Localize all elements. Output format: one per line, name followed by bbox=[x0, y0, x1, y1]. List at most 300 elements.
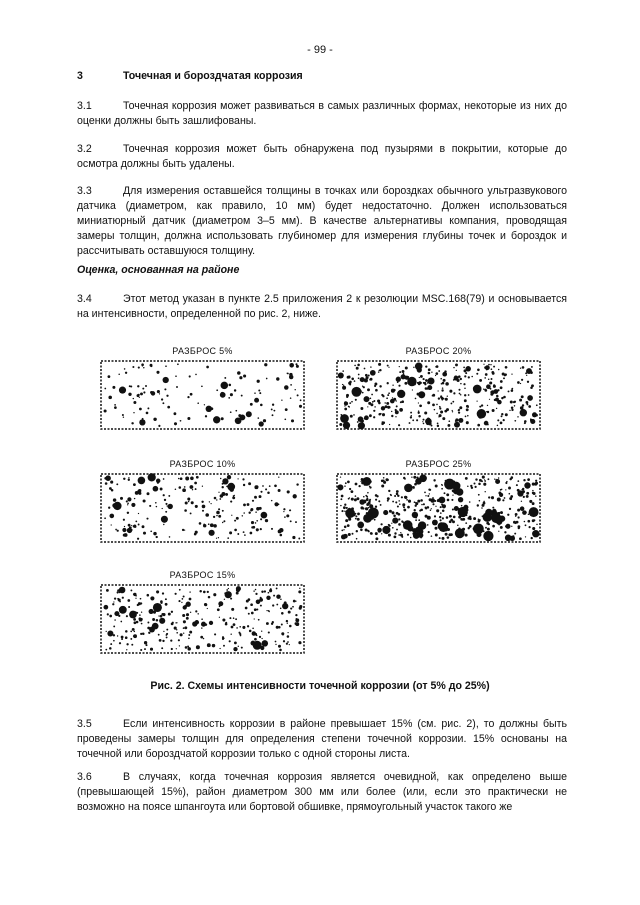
pit-dot bbox=[374, 406, 376, 408]
pit-dot bbox=[218, 508, 220, 510]
pit-dot bbox=[365, 529, 368, 532]
paragraph-3-4 bbox=[77, 292, 567, 322]
pit-dot bbox=[532, 519, 535, 522]
pit-dot bbox=[367, 498, 368, 499]
pit-dot bbox=[266, 596, 270, 600]
pit-dot bbox=[109, 647, 112, 650]
pit-dot bbox=[378, 363, 381, 366]
pit-dot bbox=[139, 617, 142, 620]
pit-dot bbox=[223, 638, 224, 639]
pit-dot bbox=[250, 603, 253, 606]
pit-dot bbox=[204, 603, 207, 606]
pit-dot bbox=[158, 425, 160, 427]
pit-dot bbox=[503, 377, 505, 379]
pit-dot bbox=[226, 486, 228, 488]
pit-dot bbox=[148, 632, 150, 634]
pit-dot bbox=[419, 368, 420, 369]
page-number: - 99 - bbox=[307, 44, 333, 56]
pit-dot bbox=[458, 497, 463, 502]
pit-dot bbox=[178, 639, 180, 641]
pit-dot bbox=[124, 368, 126, 370]
pit-dot bbox=[284, 418, 286, 420]
pitting-panel-25 bbox=[336, 459, 541, 543]
pit-dot bbox=[436, 509, 439, 512]
pit-dot bbox=[441, 389, 443, 391]
pit-dot bbox=[213, 516, 215, 518]
pit-dot bbox=[454, 422, 460, 428]
pit-dot bbox=[140, 392, 143, 395]
pit-dot bbox=[529, 526, 531, 528]
pit-dot bbox=[242, 478, 244, 480]
pit-dot bbox=[450, 402, 452, 404]
pit-dot bbox=[487, 411, 489, 413]
paragraph-text: Точечная коррозия может развиваться в самых различных формах, некоторые из них до оценки должны быть зашлифованы. bbox=[77, 100, 567, 127]
pit-dot bbox=[205, 415, 207, 417]
pit-dot bbox=[146, 518, 148, 520]
pit-dot bbox=[260, 491, 262, 493]
pit-dot bbox=[201, 627, 202, 628]
pit-dot bbox=[192, 489, 193, 490]
pit-dot bbox=[360, 377, 365, 382]
pit-dot bbox=[162, 592, 164, 594]
pit-dot bbox=[213, 593, 216, 596]
pit-dot bbox=[281, 400, 282, 401]
pit-dot bbox=[503, 419, 505, 421]
pit-dot bbox=[207, 608, 208, 609]
pit-dot bbox=[195, 374, 197, 376]
pit-dot bbox=[398, 534, 400, 536]
pit-dot bbox=[145, 385, 147, 387]
pit-dot bbox=[520, 506, 525, 511]
pit-dot bbox=[418, 402, 419, 403]
pit-dot bbox=[143, 391, 145, 393]
pit-dot bbox=[370, 403, 373, 406]
pit-dot bbox=[340, 476, 341, 477]
pit-dot bbox=[209, 501, 210, 502]
pit-dot bbox=[442, 387, 444, 389]
pit-dot bbox=[134, 631, 136, 633]
pit-dot bbox=[516, 484, 518, 486]
pit-dot bbox=[164, 499, 166, 501]
pit-dot bbox=[396, 405, 398, 407]
paragraph-number: 3.3 bbox=[77, 185, 92, 197]
pit-dot bbox=[412, 486, 415, 489]
pit-dot bbox=[357, 518, 360, 521]
paragraph-number: 3.6 bbox=[77, 771, 92, 783]
pit-dot bbox=[520, 406, 524, 410]
pit-dot bbox=[469, 517, 472, 520]
pit-dot bbox=[126, 500, 128, 502]
pit-dot bbox=[456, 508, 457, 509]
pit-dot bbox=[501, 413, 503, 415]
pit-dot bbox=[522, 404, 524, 406]
pit-dot bbox=[476, 400, 477, 401]
pit-dot bbox=[419, 474, 427, 482]
pit-dot bbox=[355, 518, 357, 520]
pit-dot bbox=[455, 420, 457, 422]
pit-dot bbox=[248, 482, 251, 485]
pit-dot bbox=[398, 385, 400, 387]
pit-dot bbox=[209, 530, 215, 536]
pit-dot bbox=[495, 479, 496, 480]
pit-dot bbox=[289, 509, 291, 511]
pit-dot bbox=[125, 636, 128, 639]
pit-dot bbox=[415, 516, 417, 518]
pit-dot bbox=[237, 478, 238, 479]
pit-dot bbox=[388, 524, 390, 526]
pit-dot bbox=[342, 370, 344, 372]
pit-dot bbox=[196, 645, 200, 649]
paragraph-text: Если интенсивность коррозии в районе превышает 15% (см. рис. 2), то должны быть проведены замеры толщин для определения степени точечной коррозии. 15% основаны на точечной или бороздчатой коррозии только с одной стороны листа. bbox=[77, 718, 567, 760]
pit-dot bbox=[119, 642, 121, 644]
pit-dot bbox=[394, 495, 396, 497]
pit-dot bbox=[203, 638, 205, 640]
pit-dot bbox=[292, 606, 294, 608]
pit-dot bbox=[174, 627, 177, 630]
pit-dot bbox=[368, 507, 370, 509]
pit-dot bbox=[107, 630, 113, 636]
pit-dot bbox=[276, 604, 278, 606]
pit-dot bbox=[519, 537, 522, 540]
pit-dot bbox=[357, 421, 359, 423]
pit-dot bbox=[272, 604, 274, 606]
pit-dot bbox=[452, 401, 454, 403]
pit-dot bbox=[342, 386, 346, 390]
pit-dot bbox=[161, 647, 163, 649]
pit-dot bbox=[298, 538, 300, 540]
pit-dot bbox=[251, 521, 254, 524]
pit-dot bbox=[485, 491, 486, 492]
pit-dot bbox=[221, 417, 224, 420]
pit-dot bbox=[127, 528, 132, 533]
pit-dot bbox=[395, 501, 397, 503]
pit-dot bbox=[114, 619, 116, 621]
pit-dot bbox=[355, 515, 357, 517]
pit-dot bbox=[515, 513, 518, 516]
pit-dot bbox=[367, 492, 369, 494]
pit-dot bbox=[396, 377, 401, 382]
pit-dot bbox=[398, 424, 400, 426]
pit-dot bbox=[161, 398, 163, 400]
pit-dot bbox=[431, 425, 433, 427]
pit-dot bbox=[465, 477, 468, 480]
pit-dot bbox=[436, 413, 438, 415]
pit-dot bbox=[487, 424, 489, 426]
pit-dot bbox=[441, 488, 443, 490]
pit-dot bbox=[127, 599, 130, 602]
pit-dot bbox=[531, 366, 533, 368]
pit-dot bbox=[521, 395, 524, 398]
pitting-panel-10 bbox=[100, 459, 305, 543]
pit-dot bbox=[501, 415, 503, 417]
pit-dot bbox=[351, 498, 354, 501]
pit-dot bbox=[124, 526, 125, 527]
pit-dot bbox=[514, 420, 516, 422]
pit-dot bbox=[271, 408, 273, 410]
pit-dot bbox=[446, 516, 449, 519]
pit-dot bbox=[223, 520, 225, 522]
pit-dot bbox=[375, 537, 378, 540]
pit-dot bbox=[233, 617, 235, 619]
pit-dot bbox=[460, 378, 462, 380]
pit-dot bbox=[337, 484, 343, 490]
pit-dot bbox=[229, 531, 232, 534]
pit-dot bbox=[150, 648, 153, 651]
pit-dot bbox=[143, 367, 144, 368]
pit-dot bbox=[383, 510, 388, 515]
pit-dot bbox=[112, 503, 117, 508]
pit-dot bbox=[521, 379, 523, 381]
pit-dot bbox=[507, 536, 509, 538]
pit-dot bbox=[344, 504, 346, 506]
pit-dot bbox=[492, 507, 494, 509]
pit-dot bbox=[338, 373, 344, 379]
pit-dot bbox=[391, 523, 392, 524]
pit-dot bbox=[420, 375, 423, 378]
pit-dot bbox=[440, 395, 442, 397]
pit-dot bbox=[425, 379, 428, 382]
pit-dot bbox=[254, 618, 255, 619]
pit-dot bbox=[105, 649, 107, 651]
pit-dot bbox=[231, 515, 232, 516]
pit-dot bbox=[206, 366, 209, 369]
pit-dot bbox=[256, 608, 258, 610]
pit-dot bbox=[140, 598, 142, 600]
pit-dot bbox=[222, 522, 223, 523]
pit-dot bbox=[449, 390, 452, 393]
pit-dot bbox=[117, 589, 120, 592]
pit-dot bbox=[475, 486, 477, 488]
pit-dot bbox=[381, 484, 384, 487]
pit-dot bbox=[158, 615, 159, 616]
pit-dot bbox=[380, 523, 382, 525]
pit-dot bbox=[164, 388, 166, 390]
pit-dot bbox=[517, 416, 518, 417]
pit-dot bbox=[357, 522, 364, 529]
pit-dot bbox=[112, 386, 115, 389]
pit-dot bbox=[399, 503, 401, 505]
pit-dot bbox=[397, 505, 399, 507]
pit-dot bbox=[407, 506, 410, 509]
pit-dot bbox=[229, 640, 231, 642]
pit-dot bbox=[519, 399, 522, 402]
pit-dot bbox=[410, 416, 412, 418]
pit-dot bbox=[492, 525, 495, 528]
pit-dot bbox=[141, 363, 144, 366]
pit-dot bbox=[108, 507, 110, 509]
pit-dot bbox=[264, 590, 266, 592]
pit-dot bbox=[464, 369, 467, 372]
pit-dot bbox=[458, 418, 463, 423]
pit-dot bbox=[479, 479, 482, 482]
pit-dot bbox=[185, 646, 188, 649]
pit-dot bbox=[437, 423, 439, 425]
panel-label: РАЗБРОС 20% bbox=[405, 346, 472, 356]
pit-dot bbox=[349, 402, 351, 404]
pit-dot bbox=[166, 629, 168, 631]
pit-dot bbox=[532, 530, 539, 537]
pit-dot bbox=[120, 497, 123, 500]
pit-dot bbox=[235, 618, 237, 620]
pit-dot bbox=[467, 486, 469, 488]
pit-dot bbox=[259, 392, 261, 394]
pit-dot bbox=[453, 516, 456, 519]
pit-dot bbox=[233, 623, 236, 626]
pit-dot bbox=[365, 495, 367, 497]
pit-dot bbox=[387, 479, 389, 481]
pit-dot bbox=[409, 422, 411, 424]
pit-dot bbox=[397, 390, 405, 398]
pit-dot bbox=[504, 374, 506, 376]
pit-dot bbox=[247, 625, 249, 627]
pit-dot bbox=[428, 418, 430, 420]
pit-dot bbox=[427, 401, 430, 404]
pit-dot bbox=[129, 611, 137, 619]
pit-dot bbox=[362, 392, 364, 394]
pit-dot bbox=[378, 371, 379, 372]
pit-dot bbox=[236, 586, 241, 591]
pit-dot bbox=[388, 367, 389, 368]
pit-dot bbox=[162, 519, 164, 521]
pit-dot bbox=[442, 417, 445, 420]
pit-dot bbox=[488, 496, 490, 498]
pit-dot bbox=[500, 526, 503, 529]
pit-dot bbox=[517, 381, 520, 384]
pit-dot bbox=[119, 587, 126, 594]
pit-dot bbox=[380, 504, 382, 506]
pit-dot bbox=[197, 613, 198, 614]
pit-dot bbox=[345, 519, 348, 522]
pit-dot bbox=[403, 506, 405, 508]
pit-dot bbox=[473, 517, 476, 520]
pit-dot bbox=[407, 534, 409, 536]
pit-dot bbox=[387, 500, 389, 502]
pit-dot bbox=[287, 622, 288, 623]
pit-dot bbox=[141, 612, 142, 613]
pit-dot bbox=[114, 611, 119, 616]
pit-dot bbox=[235, 410, 237, 412]
pit-dot bbox=[448, 487, 450, 489]
pit-dot bbox=[128, 393, 131, 396]
pit-dot bbox=[159, 639, 162, 642]
pit-dot bbox=[394, 532, 396, 534]
pit-dot bbox=[239, 376, 242, 379]
pit-dot bbox=[230, 633, 231, 634]
pit-dot bbox=[238, 421, 240, 423]
pit-dot bbox=[425, 515, 428, 518]
paragraph-number: 3.1 bbox=[77, 100, 92, 112]
pit-dot bbox=[374, 516, 376, 518]
pit-dot bbox=[295, 622, 298, 625]
pit-dot bbox=[379, 385, 381, 387]
pit-dot bbox=[435, 372, 438, 375]
pit-dot bbox=[273, 595, 275, 597]
pit-dot bbox=[163, 377, 169, 383]
pit-dot bbox=[220, 478, 221, 479]
pit-dot bbox=[353, 513, 356, 516]
pit-dot bbox=[490, 388, 492, 390]
pit-dot bbox=[283, 508, 285, 510]
pit-dot bbox=[204, 404, 205, 405]
pit-dot bbox=[132, 366, 134, 368]
pit-dot bbox=[413, 367, 414, 368]
pit-dot bbox=[514, 533, 516, 535]
pit-dot bbox=[235, 417, 242, 424]
pit-dot bbox=[375, 389, 378, 392]
pit-dot bbox=[374, 383, 377, 386]
pit-dot bbox=[287, 632, 288, 633]
pit-dot bbox=[482, 476, 485, 479]
pit-dot bbox=[456, 370, 457, 371]
pit-dot bbox=[178, 600, 180, 602]
pit-dot bbox=[375, 532, 378, 535]
pit-dot bbox=[117, 591, 119, 593]
pit-dot bbox=[252, 500, 254, 502]
pit-dot bbox=[202, 510, 204, 512]
pit-dot bbox=[138, 602, 141, 605]
pit-dot bbox=[288, 611, 291, 614]
pit-dot bbox=[273, 410, 275, 412]
pit-dot bbox=[205, 513, 209, 517]
pit-dot bbox=[473, 523, 484, 534]
pit-dot bbox=[236, 592, 239, 595]
pit-dot bbox=[428, 531, 430, 533]
pit-dot bbox=[137, 385, 139, 387]
pit-dot bbox=[477, 369, 480, 372]
pit-dot bbox=[116, 483, 118, 485]
pit-dot bbox=[180, 420, 182, 422]
pit-dot bbox=[115, 529, 117, 531]
pit-dot bbox=[496, 408, 497, 409]
pit-dot bbox=[130, 631, 132, 633]
pit-dot bbox=[438, 499, 440, 501]
pit-dot bbox=[458, 409, 460, 411]
pit-dot bbox=[278, 489, 281, 492]
pit-dot bbox=[419, 404, 422, 407]
pit-dot bbox=[275, 641, 277, 643]
pit-dot bbox=[478, 520, 481, 523]
pit-dot bbox=[104, 409, 107, 412]
pit-dot bbox=[383, 481, 386, 484]
pit-dot bbox=[529, 507, 539, 517]
pit-dot bbox=[231, 608, 234, 611]
pit-dot bbox=[496, 395, 498, 397]
pit-dot bbox=[475, 478, 477, 480]
pit-dot bbox=[353, 414, 355, 416]
pit-dot bbox=[345, 482, 347, 484]
pit-dot bbox=[121, 638, 123, 640]
pit-dot bbox=[150, 530, 152, 532]
pit-dot bbox=[199, 522, 202, 525]
pit-dot bbox=[387, 497, 390, 500]
pit-dot bbox=[187, 647, 191, 651]
pitting-panel-5 bbox=[100, 346, 305, 430]
pit-dot bbox=[452, 411, 453, 412]
pit-dot bbox=[114, 597, 116, 599]
pit-dot bbox=[149, 505, 151, 507]
pit-dot bbox=[378, 530, 381, 533]
pit-dot bbox=[398, 523, 401, 526]
pit-dot bbox=[396, 490, 399, 493]
pit-dot bbox=[266, 622, 269, 625]
pit-dot bbox=[413, 476, 416, 479]
pit-dot bbox=[447, 499, 450, 502]
pit-dot bbox=[131, 525, 132, 526]
pit-dot bbox=[523, 496, 525, 498]
pit-dot bbox=[153, 611, 156, 614]
pit-dot bbox=[509, 493, 511, 495]
pit-dot bbox=[165, 503, 167, 505]
